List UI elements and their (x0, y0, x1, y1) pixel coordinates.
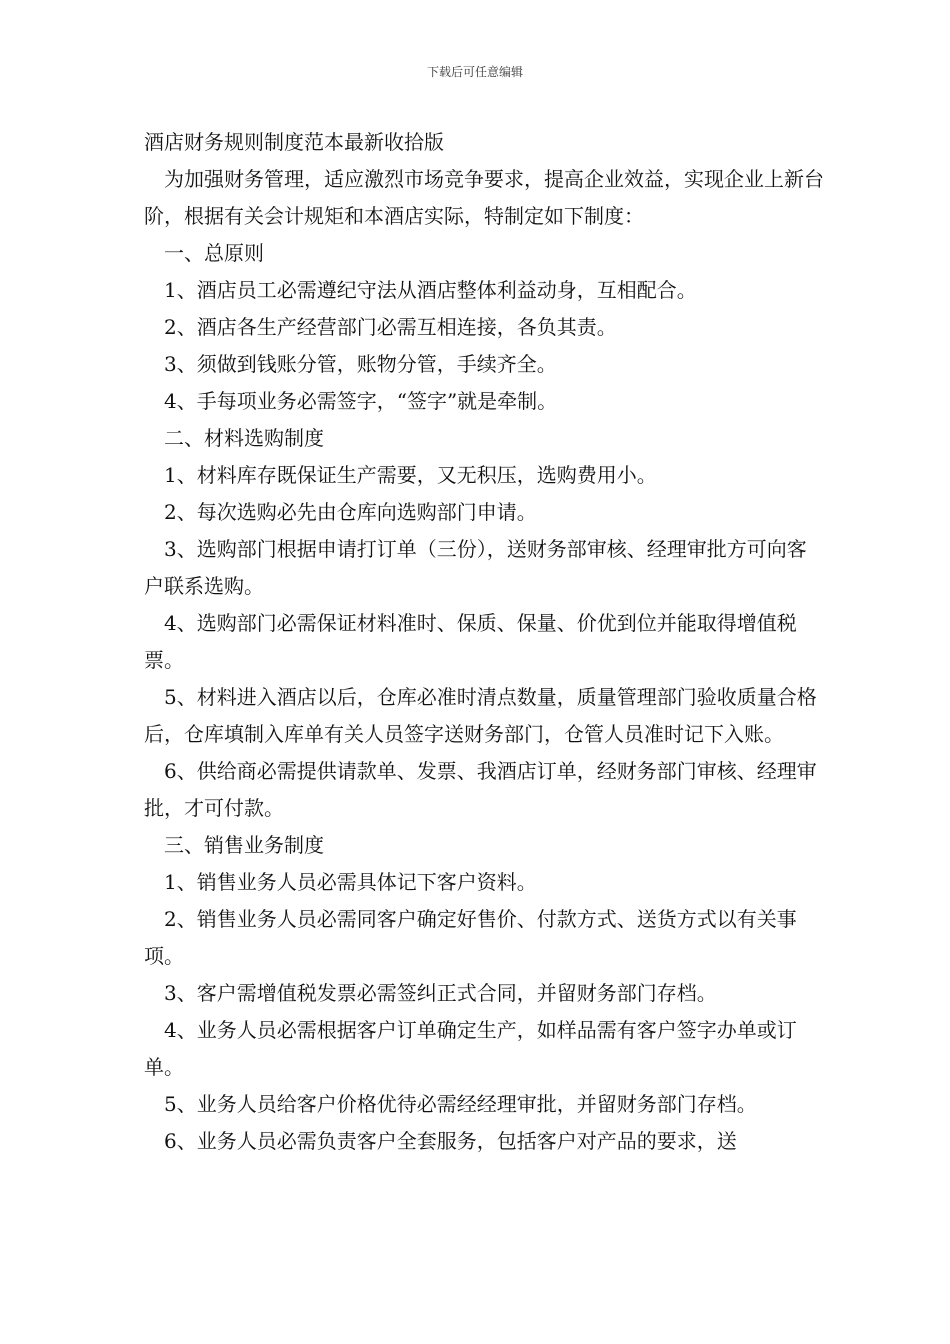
section-heading-general-principles: 一、总原则 (144, 241, 264, 265)
section-heading-sales: 三、销售业务制度 (144, 833, 324, 857)
paragraph-item: 3、客户需增值税发票必需签纠正式合同，并留财务部门存档。 (144, 981, 717, 1005)
paragraph-item: 1、材料库存既保证生产需要，又无积压，选购费用小。 (144, 463, 657, 487)
paragraph-item: 6、供给商必需提供请款单、发票、我酒店订单，经财务部门审核、经理审批，才可付款。 (144, 759, 817, 820)
paragraph-intro: 为加强财务管理，适应激烈市场竞争要求，提高企业效益，实现企业上新台阶，根据有关会计规矩和本酒店实际，特制定如下制度： (144, 167, 824, 228)
paragraph-item: 6、业务人员必需负责客户全套服务，包括客户对产品的要求，送 (144, 1129, 737, 1153)
document-body (144, 124, 824, 1160)
paragraph-item: 1、酒店员工必需遵纪守法从酒店整体利益动身，互相配合。 (144, 278, 697, 302)
paragraph-item: 2、销售业务人员必需同客户确定好售价、付款方式、送货方式以有关事项。 (144, 907, 797, 968)
paragraph-item: 4、业务人员必需根据客户订单确定生产，如样品需有客户签字办单或订单。 (144, 1018, 797, 1079)
paragraph-item: 2、酒店各生产经营部门必需互相连接，各负其责。 (144, 315, 617, 339)
paragraph-item: 2、每次选购必先由仓库向选购部门申请。 (144, 500, 537, 524)
paragraph-item: 1、销售业务人员必需具体记下客户资料。 (144, 870, 537, 894)
paragraph-item: 4、选购部门必需保证材料准时、保质、保量、价优到位并能取得增值税票。 (144, 611, 797, 672)
paragraph-item: 5、材料进入酒店以后，仓库必准时清点数量，质量管理部门验收质量合格后，仓库填制入库单有关人员签字送财务部门，仓管人员准时记下入账。 (144, 685, 817, 746)
paragraph-item: 3、选购部门根据申请打订单（三份），送财务部审核、经理审批方可向客户联系选购。 (144, 537, 807, 598)
section-heading-purchasing: 二、材料选购制度 (144, 426, 324, 450)
document-title: 酒店财务规则制度范本最新收拾版 (144, 130, 444, 154)
paragraph-item: 5、业务人员给客户价格优待必需经经理审批，并留财务部门存档。 (144, 1092, 757, 1116)
paragraph-item: 4、手每项业务必需签字，“签字”就是牵制。 (144, 389, 558, 413)
paragraph-item: 3、须做到钱账分管，账物分管，手续齐全。 (144, 352, 557, 376)
page-header: 下载后可任意编辑 (426, 65, 523, 79)
